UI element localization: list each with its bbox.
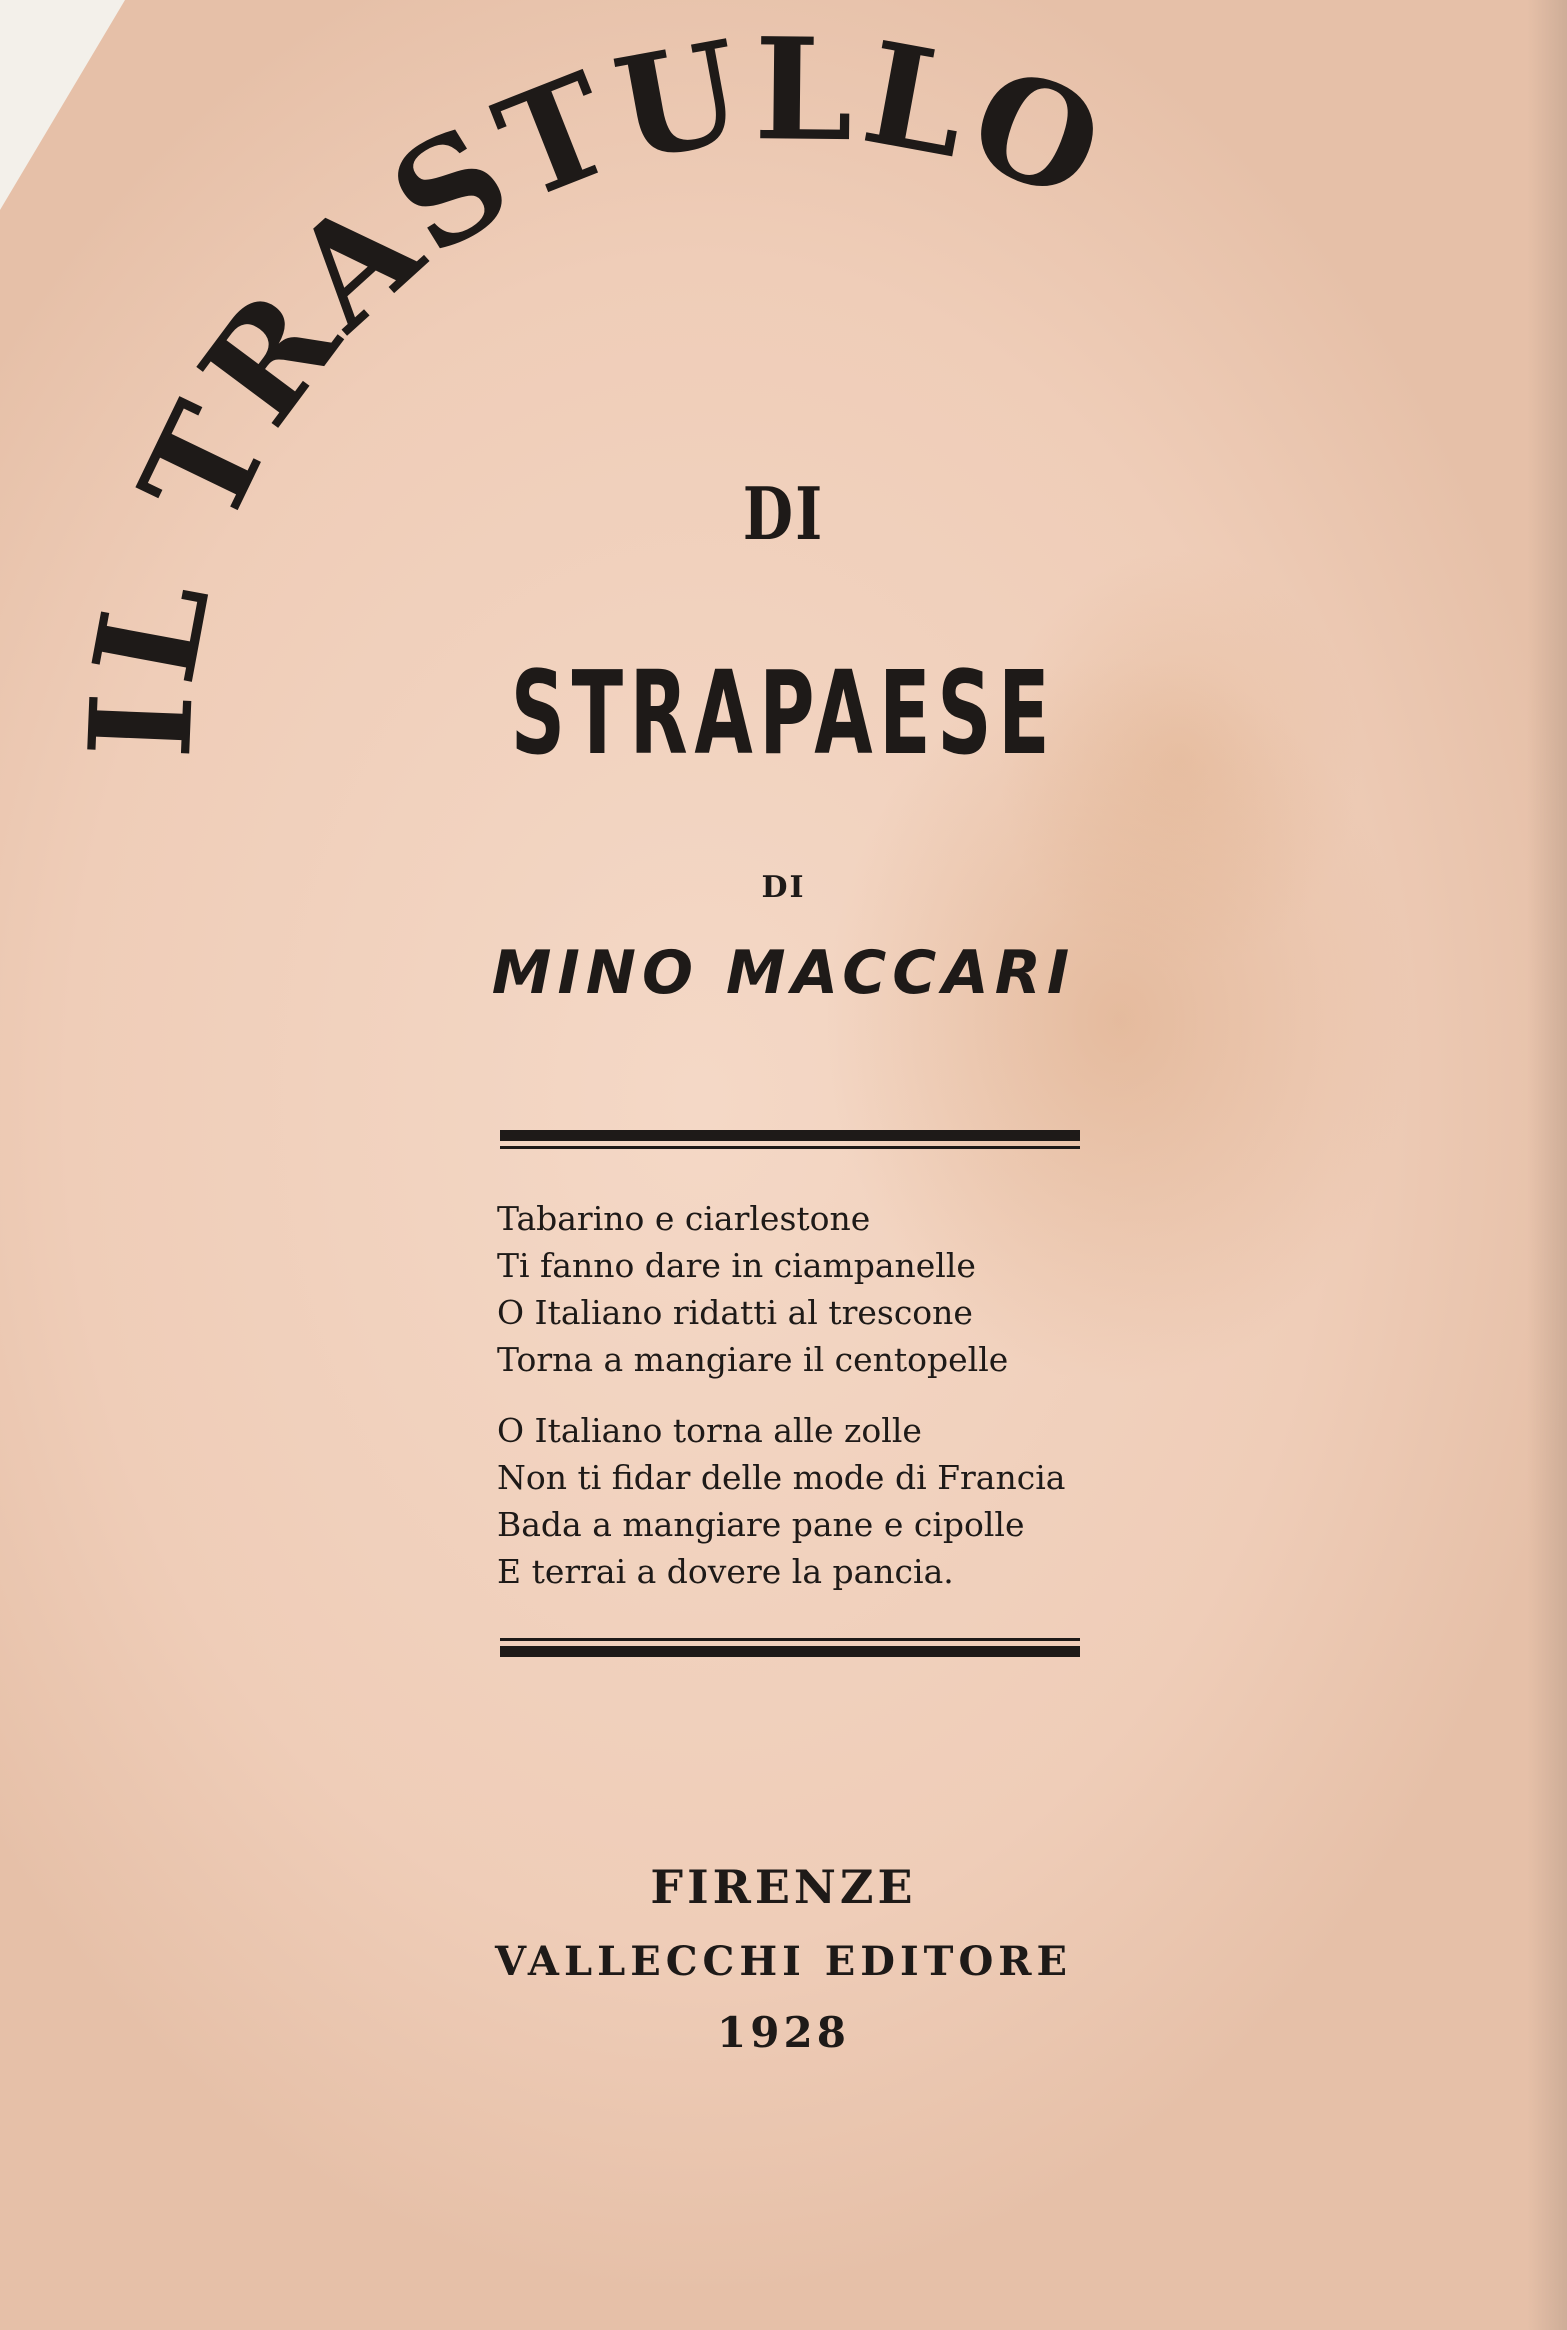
poem-line: O Italiano ridatti al trescone xyxy=(497,1293,973,1332)
bottom-double-rule xyxy=(500,1638,1080,1657)
publisher-name: VALLECCHI EDITORE xyxy=(494,1938,1073,1985)
title-connector-di: DI xyxy=(742,471,825,557)
book-title-path: IL TRASTULLO xyxy=(59,8,1129,762)
poem-stanza-2 xyxy=(497,1407,1197,1595)
epigraph-poem xyxy=(497,1195,1197,1619)
poem-line: Non ti fidar delle mode di Francia xyxy=(497,1458,1066,1497)
top-double-rule xyxy=(500,1130,1080,1149)
poem-line: Bada a mangiare pane e cipolle xyxy=(497,1505,1025,1544)
author-name: MINO MACCARI xyxy=(491,938,1076,1008)
publication-year: 1928 xyxy=(717,2008,850,2057)
author-connector-di: DI xyxy=(761,870,806,905)
poem-line: Tabarino e ciarlestone xyxy=(497,1199,871,1238)
poem-stanza-1 xyxy=(497,1195,1197,1383)
top-rule-thin xyxy=(500,1146,1080,1149)
bottom-rule-thin xyxy=(500,1638,1080,1641)
top-rule-thick xyxy=(500,1130,1080,1141)
book-subtitle: STRAPAESE xyxy=(510,646,1057,781)
poem-line: Torna a mangiare il centopelle xyxy=(497,1340,1009,1379)
bottom-rule-thick xyxy=(500,1646,1080,1657)
poem-line: Ti fanno dare in ciampanelle xyxy=(497,1246,976,1285)
publication-city: FIRENZE xyxy=(650,1860,917,1914)
poem-line: O Italiano torna alle zolle xyxy=(497,1411,922,1450)
poem-line: E terrai a dovere la pancia. xyxy=(497,1552,954,1591)
